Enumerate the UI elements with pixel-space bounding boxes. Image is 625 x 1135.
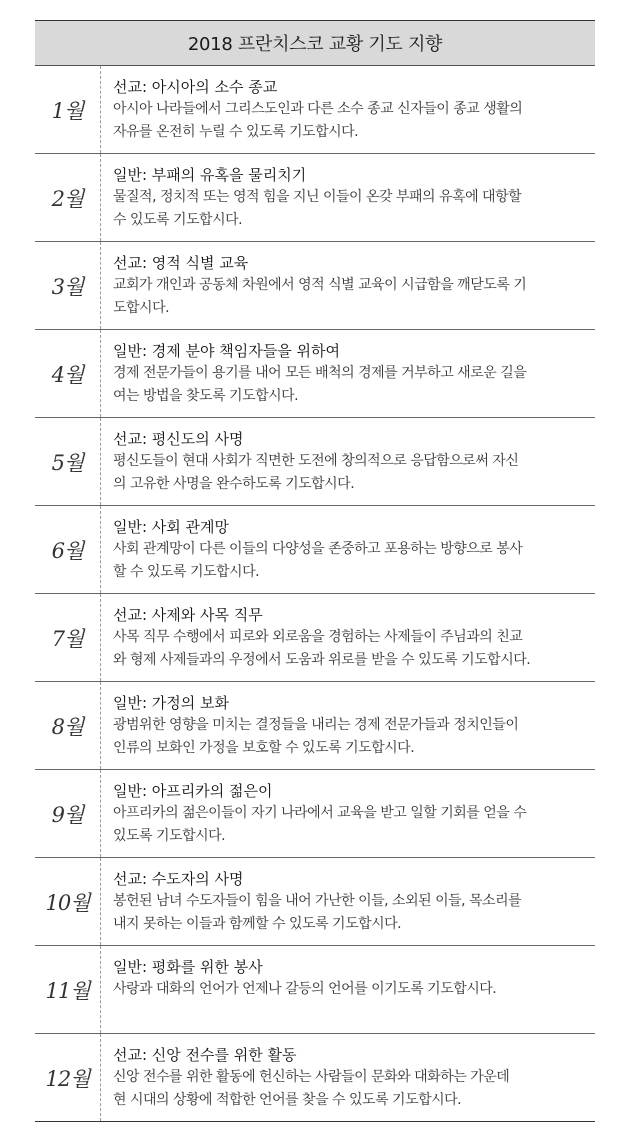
month-label: 1월 <box>35 66 101 153</box>
month-label: 10월 <box>35 858 101 945</box>
intention-body: 신앙 전수를 위한 활동에 헌신하는 사람들이 문화와 대화하는 가운데 현 시대의 상황에 적합한 언어를 찾을 수 있도록 기도합시다. <box>113 1069 510 1108</box>
intention-heading: 선교: 사제와 사목 직무 <box>113 606 263 624</box>
intention-body: 광범위한 영향을 미치는 결정들을 내리는 경제 전문가들과 정치인들이 인류의 보화인 가정을 보호할 수 있도록 기도합시다. <box>113 717 519 756</box>
intention-content <box>101 506 595 593</box>
intention-content <box>101 594 595 681</box>
month-row-2 <box>35 154 595 242</box>
intention-body: 사회 관계망이 다른 이들의 다양성을 존중하고 포용하는 방향으로 봉사 할 수 있도록 기도합시다. <box>113 541 523 580</box>
intention-heading: 선교: 수도자의 사명 <box>113 870 244 888</box>
intention-body: 물질적, 정치적 또는 영적 힘을 지닌 이들이 온갖 부패의 유혹에 대항할 수 있도록 기도합시다. <box>113 189 522 228</box>
month-label: 6월 <box>35 506 101 593</box>
intention-heading: 일반: 사회 관계망 <box>113 518 230 536</box>
prayer-intentions-table <box>35 20 595 1122</box>
table-title: 2018 프란치스코 교황 기도 지향 <box>35 20 595 66</box>
month-row-1 <box>35 66 595 154</box>
month-row-4 <box>35 330 595 418</box>
intention-content <box>101 1034 595 1121</box>
intention-body: 교회가 개인과 공동체 차원에서 영적 식별 교육이 시급함을 깨닫도록 기 도합시다. <box>113 277 527 316</box>
month-label: 5월 <box>35 418 101 505</box>
intention-content <box>101 418 595 505</box>
intention-body: 아시아 나라들에서 그리스도인과 다른 소수 종교 신자들이 종교 생활의 자유를 온전히 누릴 수 있도록 기도합시다. <box>113 101 523 140</box>
month-label: 4월 <box>35 330 101 417</box>
intention-content <box>101 242 595 329</box>
intention-content <box>101 946 595 1033</box>
month-row-6 <box>35 506 595 594</box>
month-label: 12월 <box>35 1034 101 1121</box>
intention-content <box>101 154 595 241</box>
intention-content <box>101 682 595 769</box>
month-row-10 <box>35 858 595 946</box>
intention-body: 사랑과 대화의 언어가 언제나 갈등의 언어를 이기도록 기도합시다. <box>113 981 497 997</box>
month-row-3 <box>35 242 595 330</box>
intention-body: 사목 직무 수행에서 피로와 외로움을 경험하는 사제들이 주님과의 친교 와 형제 사제들과의 우정에서 도움과 위로를 받을 수 있도록 기도합시다. <box>113 629 531 668</box>
month-row-5 <box>35 418 595 506</box>
intention-body: 봉헌된 남녀 수도자들이 힘을 내어 가난한 이들, 소외된 이들, 목소리를 내지 못하는 이들과 함께할 수 있도록 기도합시다. <box>113 893 522 932</box>
intention-heading: 일반: 가정의 보화 <box>113 694 230 712</box>
intention-heading: 일반: 평화를 위한 봉사 <box>113 958 263 976</box>
intention-heading: 일반: 경제 분야 책임자들을 위하여 <box>113 342 340 360</box>
intention-content <box>101 66 595 153</box>
month-label: 3월 <box>35 242 101 329</box>
intention-heading: 일반: 아프리카의 젊은이 <box>113 782 273 800</box>
intention-content <box>101 858 595 945</box>
intention-heading: 일반: 부패의 유혹을 물리치기 <box>113 166 307 184</box>
month-row-11 <box>35 946 595 1034</box>
month-rows <box>35 66 595 1122</box>
month-row-12 <box>35 1034 595 1122</box>
month-label: 8월 <box>35 682 101 769</box>
intention-body: 경제 전문가들이 용기를 내어 모든 배척의 경제를 거부하고 새로운 길을 여는 방법을 찾도록 기도합시다. <box>113 365 527 404</box>
intention-heading: 선교: 신앙 전수를 위한 활동 <box>113 1046 297 1064</box>
intention-body: 아프리카의 젊은이들이 자기 나라에서 교육을 받고 일할 기회를 얻을 수 있도록 기도합시다. <box>113 805 527 844</box>
month-row-7 <box>35 594 595 682</box>
month-label: 2월 <box>35 154 101 241</box>
month-label: 9월 <box>35 770 101 857</box>
intention-heading: 선교: 영적 식별 교육 <box>113 254 249 272</box>
intention-content <box>101 770 595 857</box>
month-label: 7월 <box>35 594 101 681</box>
month-row-9 <box>35 770 595 858</box>
intention-heading: 선교: 평신도의 사명 <box>113 430 244 448</box>
month-label: 11월 <box>35 946 101 1033</box>
month-row-8 <box>35 682 595 770</box>
intention-content <box>101 330 595 417</box>
intention-body: 평신도들이 현대 사회가 직면한 도전에 창의적으로 응답함으로써 자신 의 고유한 사명을 완수하도록 기도합시다. <box>113 453 519 492</box>
intention-heading: 선교: 아시아의 소수 종교 <box>113 78 278 96</box>
